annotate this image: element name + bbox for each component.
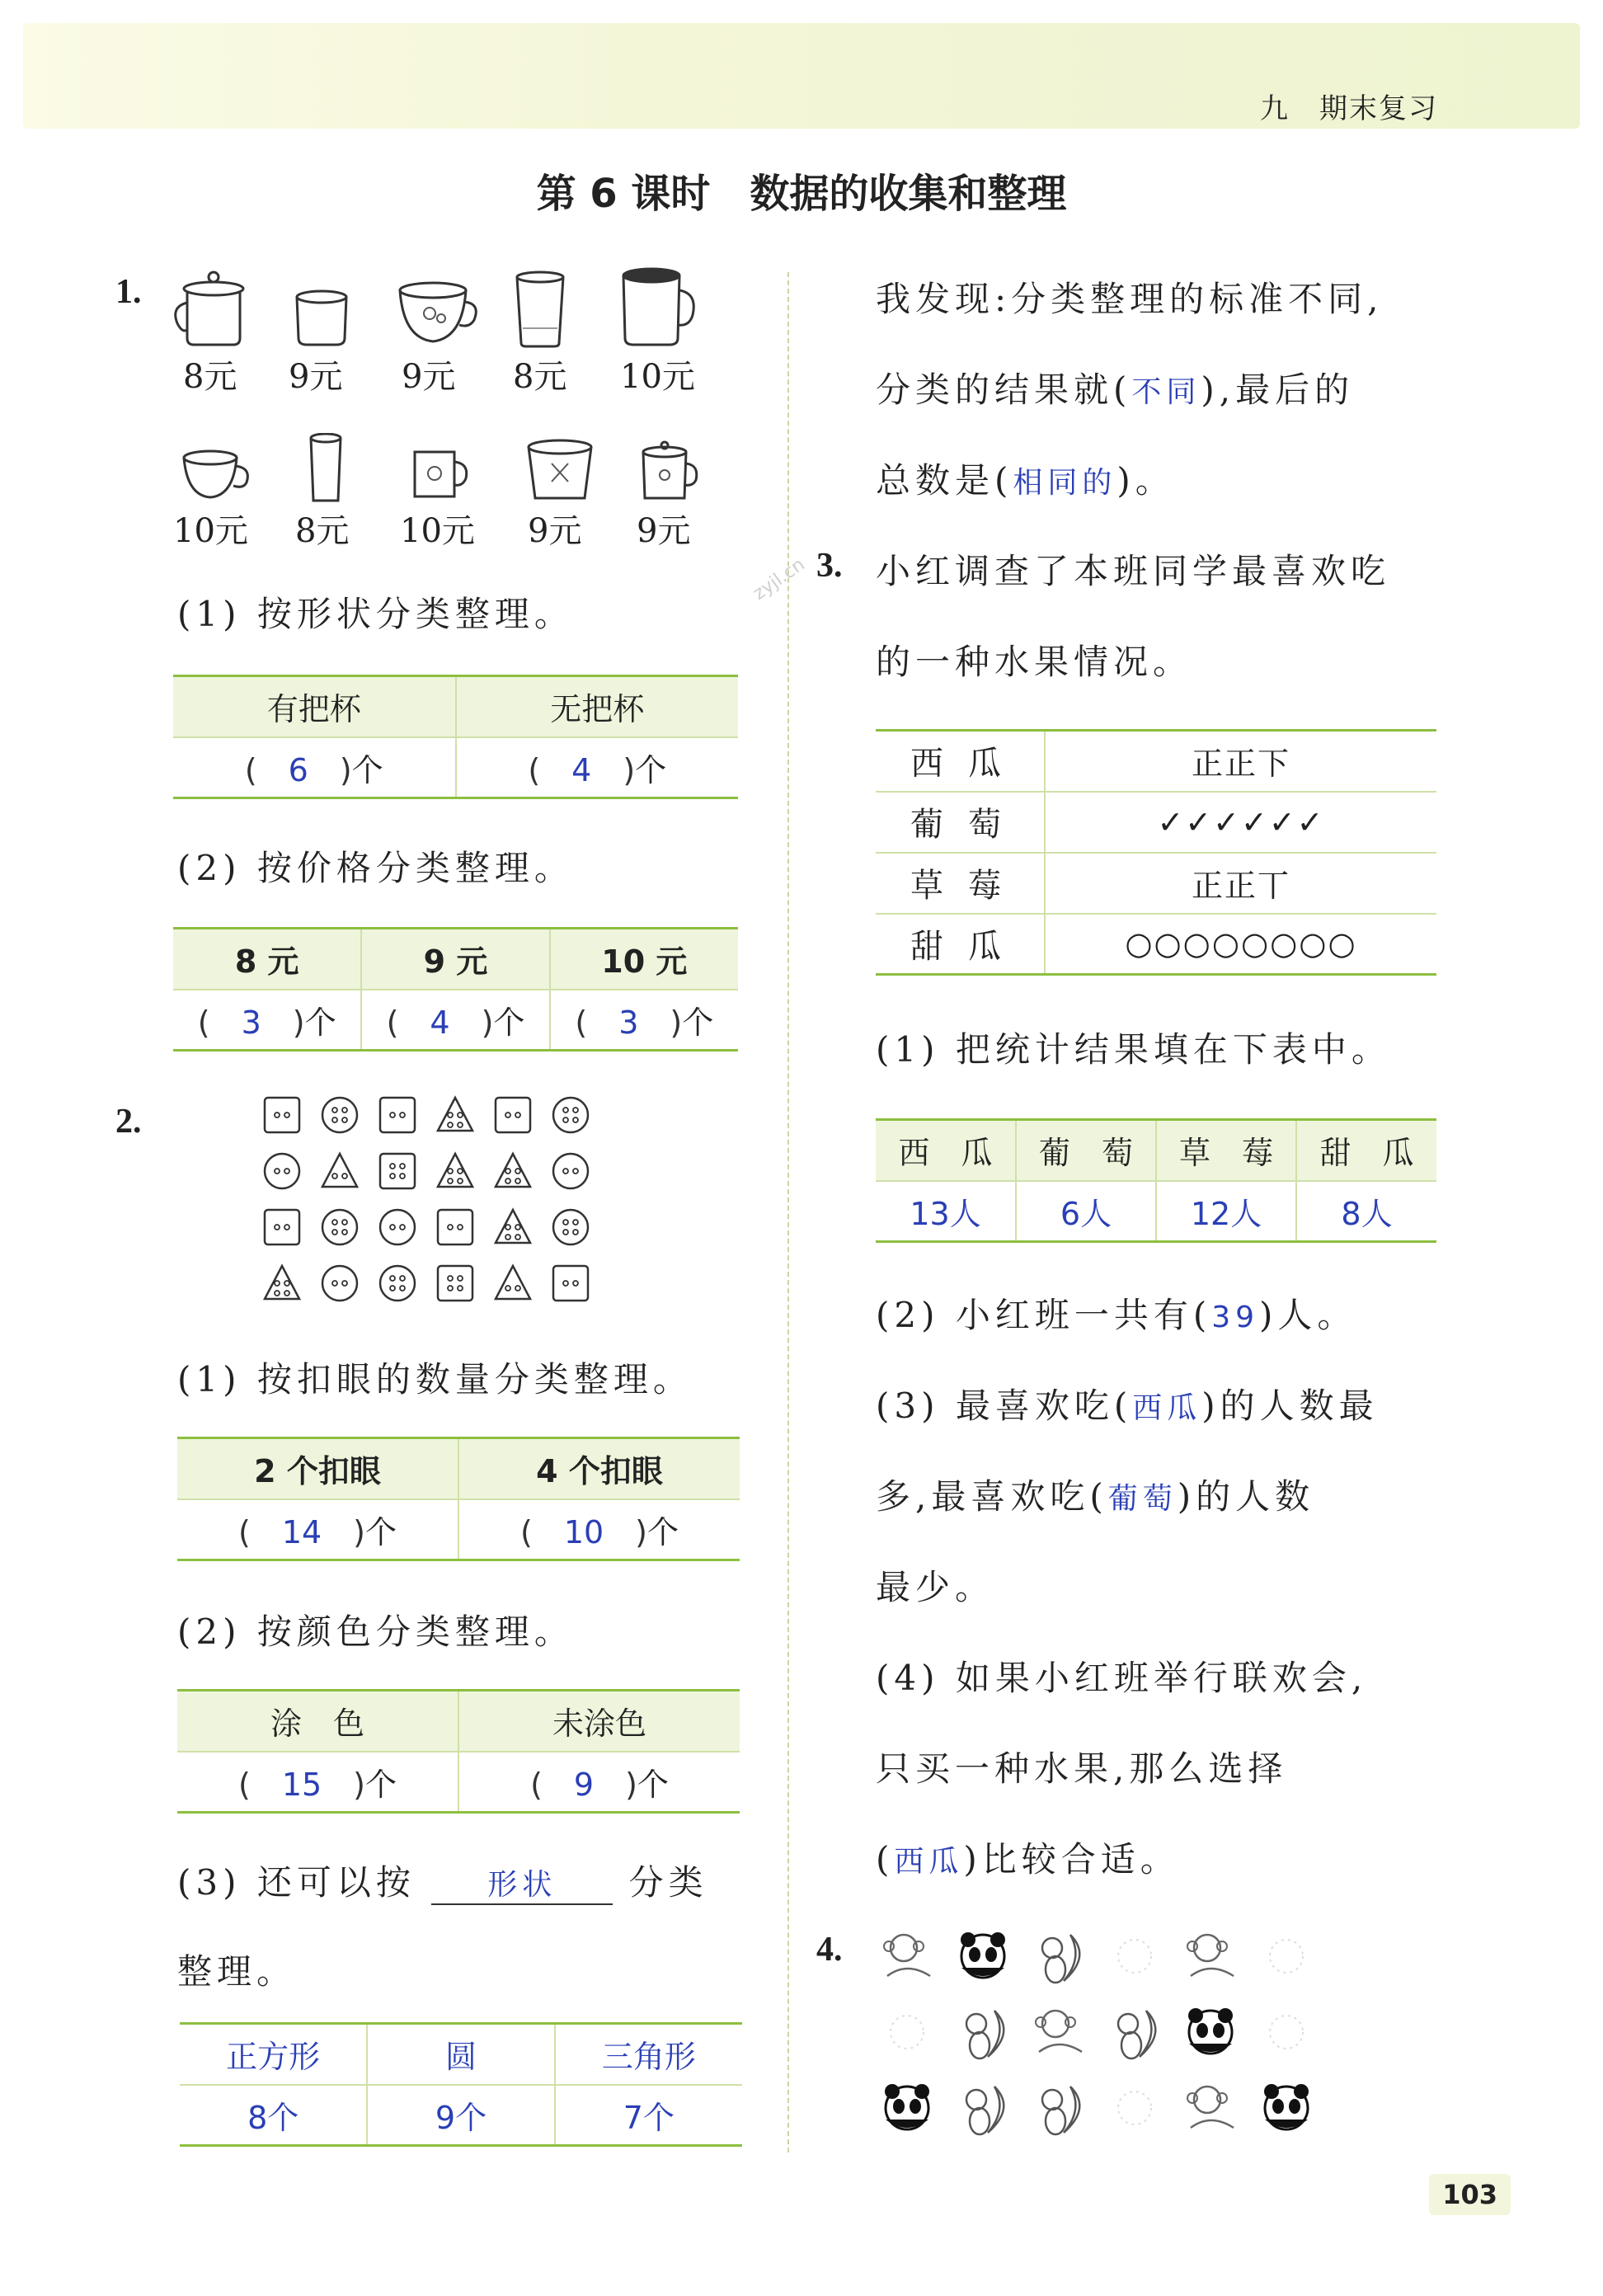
button-shape-icon bbox=[438, 1210, 472, 1244]
answer-value: 4 bbox=[571, 751, 592, 788]
button-hole-icon bbox=[400, 1276, 405, 1281]
answer-value: 西瓜 bbox=[1132, 1391, 1202, 1425]
cup-price: 10元 bbox=[400, 512, 475, 550]
discovery-line1: 我发现:分类整理的标准不同, bbox=[876, 279, 1384, 319]
button-hole-icon bbox=[573, 1117, 578, 1122]
table-cell: 8人 bbox=[1296, 1181, 1436, 1242]
fruit-label: 葡萄 bbox=[876, 792, 1045, 853]
table-header: 9 元 bbox=[361, 929, 549, 990]
cup-price: 9元 bbox=[289, 358, 343, 396]
button-hole-icon bbox=[275, 1291, 280, 1296]
table-cell: ( 10 )个 bbox=[458, 1499, 740, 1560]
q1-shape-table bbox=[173, 675, 738, 799]
button-hole-icon bbox=[515, 1169, 520, 1174]
button-hole-icon bbox=[515, 1113, 520, 1117]
button-hole-icon bbox=[448, 1276, 453, 1281]
answer-value: 6 bbox=[288, 751, 308, 788]
button-hole-icon bbox=[284, 1291, 289, 1296]
button-hole-icon bbox=[342, 1281, 347, 1286]
squirrel-icon bbox=[966, 2087, 1004, 2134]
button-hole-icon bbox=[342, 1108, 347, 1113]
button-hole-icon bbox=[284, 1225, 289, 1230]
button-shape-icon bbox=[322, 1210, 357, 1244]
button-shape-icon bbox=[265, 1154, 299, 1188]
q3-part3-line2: 多,最喜欢吃(葡萄)的人数 bbox=[876, 1476, 1315, 1517]
table-cell: ( 15 )个 bbox=[177, 1752, 458, 1813]
table-header: 三角形 bbox=[555, 2024, 742, 2085]
cup-price: 10元 bbox=[173, 512, 248, 550]
glass-icon bbox=[511, 271, 569, 350]
faint-icon bbox=[1118, 2091, 1151, 2124]
button-shape-icon bbox=[265, 1098, 299, 1132]
button-hole-icon bbox=[332, 1174, 337, 1179]
q3-part4-line1: (4) 如果小红班举行联欢会, bbox=[876, 1658, 1368, 1698]
button-hole-icon bbox=[505, 1113, 510, 1117]
button-hole-icon bbox=[448, 1113, 453, 1117]
button-hole-icon bbox=[515, 1286, 520, 1291]
button-hole-icon bbox=[563, 1281, 568, 1286]
monkey-icon bbox=[1187, 2087, 1234, 2128]
table-cell: ( 3 )个 bbox=[173, 990, 361, 1051]
button-hole-icon bbox=[275, 1169, 280, 1174]
q1-part2-text: (2) 按价格分类整理。 bbox=[177, 848, 574, 888]
button-shape-icon bbox=[380, 1210, 415, 1244]
cup-price: 8元 bbox=[513, 358, 567, 396]
teacup-flower-icon bbox=[392, 280, 482, 348]
button-shape-icon bbox=[438, 1098, 472, 1131]
q2-color-table bbox=[177, 1689, 740, 1814]
button-hole-icon bbox=[505, 1235, 510, 1240]
button-hole-icon bbox=[332, 1108, 337, 1113]
button-hole-icon bbox=[573, 1230, 578, 1235]
q2-part1-text: (1) 按扣眼的数量分类整理。 bbox=[177, 1359, 693, 1400]
faint-icon bbox=[891, 2016, 924, 2049]
button-shape-icon bbox=[265, 1210, 299, 1244]
table-header: 西 瓜 bbox=[876, 1120, 1016, 1181]
q3-result-table bbox=[876, 1118, 1436, 1243]
button-hole-icon bbox=[400, 1286, 405, 1291]
q4-number: 4. bbox=[816, 1931, 843, 1969]
table-header: 4 个扣眼 bbox=[458, 1438, 740, 1499]
mug-icon bbox=[617, 266, 699, 348]
faint-icon bbox=[1118, 1940, 1151, 1973]
button-shape-icon bbox=[438, 1266, 472, 1301]
table-header: 有把杯 bbox=[173, 676, 456, 737]
monkey-icon bbox=[884, 1935, 930, 1976]
page-title: 第 6 课时 数据的收集和整理 bbox=[536, 171, 1067, 217]
button-hole-icon bbox=[400, 1174, 405, 1179]
q3-part3-line1: (3) 最喜欢吃(西瓜)的人数最 bbox=[876, 1386, 1379, 1426]
panda-icon bbox=[961, 1932, 1005, 1978]
cup-price: 9元 bbox=[528, 512, 582, 550]
button-shape-icon bbox=[322, 1266, 357, 1301]
button-hole-icon bbox=[400, 1113, 405, 1117]
small-cup-icon bbox=[289, 289, 355, 348]
button-hole-icon bbox=[332, 1220, 337, 1225]
button-shape-icon bbox=[496, 1098, 530, 1132]
button-shape-icon bbox=[496, 1266, 530, 1299]
q3-part4-line2: 只买一种水果,那么选择 bbox=[876, 1748, 1288, 1789]
button-hole-icon bbox=[275, 1225, 280, 1230]
discovery-line2: 分类的结果就(不同),最后的 bbox=[876, 369, 1355, 410]
table-cell: ( 9 )个 bbox=[458, 1752, 740, 1813]
button-grid bbox=[262, 1095, 609, 1313]
button-shape-icon bbox=[322, 1098, 357, 1132]
button-hole-icon bbox=[400, 1225, 405, 1230]
table-cell: ( 4 )个 bbox=[456, 737, 739, 798]
panda-icon bbox=[1264, 2084, 1309, 2129]
q3-part3-line3: 最少。 bbox=[876, 1567, 995, 1607]
tally-mark: ✓✓✓✓✓✓ bbox=[1045, 792, 1436, 853]
animal-grid bbox=[874, 1922, 1336, 2152]
button-hole-icon bbox=[573, 1281, 578, 1286]
q3-intro-line2: 的一种水果情况。 bbox=[876, 642, 1193, 682]
answer-value: 西瓜 bbox=[894, 1845, 964, 1879]
q2-holes-table bbox=[177, 1437, 740, 1561]
button-shape-icon bbox=[496, 1154, 530, 1187]
q3-tally-table bbox=[876, 729, 1436, 976]
tall-glass-icon bbox=[305, 433, 346, 506]
fruit-label: 草莓 bbox=[876, 853, 1045, 914]
button-shape-icon bbox=[322, 1154, 357, 1187]
faint-icon bbox=[1270, 1940, 1303, 1973]
button-hole-icon bbox=[284, 1113, 289, 1117]
button-hole-icon bbox=[515, 1235, 520, 1240]
table-header: 2 个扣眼 bbox=[177, 1438, 458, 1499]
table-header: 8 元 bbox=[173, 929, 361, 990]
button-shape-icon bbox=[553, 1210, 588, 1244]
panda-icon bbox=[1188, 2008, 1233, 2054]
button-hole-icon bbox=[563, 1169, 568, 1174]
button-hole-icon bbox=[332, 1117, 337, 1122]
tally-mark: 正正下 bbox=[1045, 731, 1436, 792]
q1-number: 1. bbox=[115, 273, 142, 311]
animals-illustration bbox=[874, 1922, 1336, 2152]
table-cell: ( 6 )个 bbox=[173, 737, 456, 798]
panda-icon bbox=[885, 2084, 929, 2129]
q2-number: 2. bbox=[115, 1103, 142, 1141]
table-header: 正方形 bbox=[226, 2039, 321, 2076]
button-shape-icon bbox=[553, 1266, 588, 1301]
button-hole-icon bbox=[342, 1230, 347, 1235]
button-hole-icon bbox=[332, 1230, 337, 1235]
squirrel-icon bbox=[1042, 2087, 1079, 2134]
section-label: 九 期末复习 bbox=[1260, 92, 1438, 125]
button-hole-icon bbox=[505, 1225, 510, 1230]
squirrel-icon bbox=[966, 2011, 1004, 2058]
table-cell: ( 14 )个 bbox=[177, 1499, 458, 1560]
q3-part1-text: (1) 把统计结果填在下表中。 bbox=[876, 1029, 1391, 1070]
squirrel-icon bbox=[1042, 1935, 1079, 1983]
button-hole-icon bbox=[458, 1169, 463, 1174]
button-hole-icon bbox=[400, 1164, 405, 1169]
table-cell: ( 4 )个 bbox=[361, 990, 549, 1051]
button-hole-icon bbox=[563, 1220, 568, 1225]
button-hole-icon bbox=[458, 1122, 463, 1127]
table-header: 涂 色 bbox=[177, 1691, 458, 1752]
answer-value: 不同 bbox=[1131, 375, 1201, 409]
table-cell: 13人 bbox=[876, 1181, 1016, 1242]
button-hole-icon bbox=[573, 1169, 578, 1174]
button-hole-icon bbox=[448, 1286, 453, 1291]
buttons-illustration bbox=[262, 1095, 609, 1313]
button-hole-icon bbox=[448, 1179, 453, 1183]
button-hole-icon bbox=[332, 1281, 337, 1286]
teacup-icon bbox=[177, 449, 251, 501]
fruit-label: 甜瓜 bbox=[876, 914, 1045, 975]
table-header: 圆 bbox=[367, 2024, 554, 2085]
button-shape-icon bbox=[265, 1266, 299, 1299]
button-hole-icon bbox=[505, 1169, 510, 1174]
button-shape-icon bbox=[553, 1154, 588, 1188]
button-hole-icon bbox=[458, 1113, 463, 1117]
squirrel-icon bbox=[1118, 2011, 1155, 2058]
button-hole-icon bbox=[448, 1169, 453, 1174]
button-hole-icon bbox=[390, 1225, 395, 1230]
q1-price-table bbox=[173, 927, 738, 1052]
page-number: 103 bbox=[1429, 2174, 1511, 2215]
button-hole-icon bbox=[390, 1113, 395, 1117]
button-shape-icon bbox=[438, 1154, 472, 1187]
button-hole-icon bbox=[342, 1174, 347, 1179]
table-header: 草 莓 bbox=[1156, 1120, 1296, 1181]
q2-shape-table bbox=[180, 2022, 742, 2147]
table-cell: 6人 bbox=[1016, 1181, 1156, 1242]
button-hole-icon bbox=[390, 1286, 395, 1291]
cup-price: 8元 bbox=[295, 512, 350, 550]
cup-price: 8元 bbox=[183, 358, 237, 396]
table-cell: 12人 bbox=[1156, 1181, 1296, 1242]
table-header: 葡 萄 bbox=[1016, 1120, 1156, 1181]
answer-value: 葡萄 bbox=[1107, 1482, 1178, 1516]
q3-number: 3. bbox=[816, 547, 843, 585]
answer-value: 39 bbox=[1211, 1301, 1260, 1334]
button-hole-icon bbox=[505, 1286, 510, 1291]
table-header: 甜 瓜 bbox=[1296, 1120, 1436, 1181]
button-hole-icon bbox=[448, 1122, 453, 1127]
cup-price: 9元 bbox=[402, 358, 456, 396]
answer-value: 相同的 bbox=[1013, 466, 1117, 500]
answer-blank: 形状 bbox=[431, 1861, 613, 1905]
button-shape-icon bbox=[496, 1210, 530, 1243]
q3-intro-line1: 小红调查了本班同学最喜欢吃 bbox=[876, 551, 1391, 591]
button-hole-icon bbox=[342, 1220, 347, 1225]
button-hole-icon bbox=[573, 1220, 578, 1225]
lidded-mug-icon bbox=[637, 439, 703, 505]
faint-icon bbox=[1270, 2016, 1303, 2049]
watermark: zyjl.cn bbox=[750, 554, 809, 605]
discovery-line3: 总数是(相同的)。 bbox=[876, 460, 1175, 501]
button-shape-icon bbox=[553, 1098, 588, 1132]
table-header: 无把杯 bbox=[456, 676, 739, 737]
button-hole-icon bbox=[573, 1108, 578, 1113]
button-hole-icon bbox=[275, 1281, 280, 1286]
button-hole-icon bbox=[515, 1179, 520, 1183]
button-hole-icon bbox=[458, 1225, 463, 1230]
table-header: 10 元 bbox=[550, 929, 738, 990]
button-hole-icon bbox=[284, 1169, 289, 1174]
button-shape-icon bbox=[380, 1266, 415, 1301]
button-hole-icon bbox=[390, 1174, 395, 1179]
q3-part2-text: (2) 小红班一共有(39)人。 bbox=[876, 1295, 1357, 1335]
button-hole-icon bbox=[342, 1117, 347, 1122]
table-cell: 8个 bbox=[180, 2085, 367, 2146]
table-cell: 7个 bbox=[555, 2085, 742, 2146]
button-hole-icon bbox=[458, 1276, 463, 1281]
cup-price: 9元 bbox=[637, 512, 691, 550]
monkey-icon bbox=[1036, 2011, 1082, 2052]
button-shape-icon bbox=[380, 1098, 415, 1132]
table-cell: ( 3 )个 bbox=[550, 990, 738, 1051]
cup-price: 10元 bbox=[620, 358, 695, 396]
monkey-icon bbox=[1187, 1935, 1234, 1976]
table-header: 未涂色 bbox=[458, 1691, 740, 1752]
button-hole-icon bbox=[390, 1276, 395, 1281]
q2-part2-text: (2) 按颜色分类整理。 bbox=[177, 1611, 574, 1652]
button-hole-icon bbox=[448, 1225, 453, 1230]
fruit-label: 西瓜 bbox=[910, 745, 1026, 783]
table-cell: 9个 bbox=[367, 2085, 554, 2146]
button-hole-icon bbox=[458, 1179, 463, 1183]
button-hole-icon bbox=[275, 1113, 280, 1117]
button-hole-icon bbox=[505, 1179, 510, 1183]
tally-mark: ○○○○○○○○ bbox=[1045, 914, 1436, 975]
button-hole-icon bbox=[563, 1230, 568, 1235]
bucket-cup-icon bbox=[524, 439, 598, 505]
button-hole-icon bbox=[390, 1164, 395, 1169]
tally-mark: 正正丅 bbox=[1045, 853, 1436, 914]
q3-part4-line3: (西瓜)比较合适。 bbox=[876, 1839, 1180, 1880]
q2-part3-text: (3) 还可以按 形状 分类 bbox=[177, 1856, 708, 1905]
column-divider bbox=[787, 272, 789, 2152]
button-hole-icon bbox=[563, 1108, 568, 1113]
cup-with-lid-icon bbox=[169, 266, 260, 348]
button-hole-icon bbox=[515, 1225, 520, 1230]
button-hole-icon bbox=[458, 1286, 463, 1291]
q1-part1-text: (1) 按形状分类整理。 bbox=[177, 594, 574, 634]
button-hole-icon bbox=[284, 1281, 289, 1286]
small-mug-icon bbox=[408, 445, 474, 503]
q2-part3-text-cont: 整理。 bbox=[177, 1951, 297, 1992]
button-hole-icon bbox=[563, 1117, 568, 1122]
button-shape-icon bbox=[380, 1154, 415, 1188]
